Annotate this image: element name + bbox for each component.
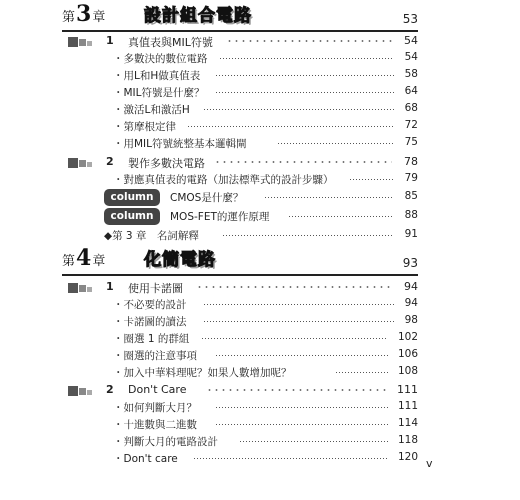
entry-title: ・多數決的數位電路 xyxy=(113,53,208,65)
chapter-number: 第3章 xyxy=(62,1,106,27)
leader-dots xyxy=(222,235,394,236)
leader-dots xyxy=(215,407,388,408)
leader-dots xyxy=(206,389,390,391)
leader-dots xyxy=(203,109,394,110)
leader-dots xyxy=(264,197,394,198)
leader-dots xyxy=(215,75,394,76)
column-entry[interactable] xyxy=(104,190,418,206)
entry-title: MOS-FET的運作原理 xyxy=(170,211,270,223)
section-title: Don't Care xyxy=(128,383,187,396)
toc-entry[interactable] xyxy=(113,417,418,433)
entry-page: 64 xyxy=(404,85,418,97)
entry-page: 68 xyxy=(404,102,418,114)
entry-title: ・對應真值表的電路（加法標準式的設計步驟） xyxy=(113,174,334,186)
entry-title: ・圈選的注意事項 xyxy=(113,350,197,362)
leader-dots xyxy=(219,58,394,59)
page-folio: v xyxy=(426,457,433,470)
entry-page: 85 xyxy=(404,190,418,202)
entry-page: 108 xyxy=(397,365,418,377)
entry-page: 88 xyxy=(404,209,418,221)
entry-title: ・卡諾圖的讀法 xyxy=(113,316,187,328)
section-heading[interactable] xyxy=(68,155,418,171)
leader-dots xyxy=(203,304,394,305)
leader-dots xyxy=(215,92,394,93)
entry-page: 58 xyxy=(404,68,418,80)
toc-entry[interactable] xyxy=(113,102,418,118)
section-marker-icon xyxy=(68,283,94,293)
section-page: 54 xyxy=(404,34,418,47)
leader-dots xyxy=(226,40,392,42)
entry-title: ・第摩根定律 xyxy=(113,121,176,133)
entry-title: ◆第 3 章 名詞解釋 xyxy=(104,230,199,242)
chapter-title: 化簡電路 xyxy=(144,250,216,270)
entry-page: 106 xyxy=(397,348,418,360)
section-page: 94 xyxy=(404,280,418,293)
leader-dots xyxy=(335,372,388,373)
section-heading[interactable] xyxy=(68,383,418,399)
section-marker-icon xyxy=(68,158,94,168)
entry-page: 102 xyxy=(397,331,418,343)
entry-title: ・圈選 1 的群組 xyxy=(113,333,190,345)
section-title: 真值表與MIL符號 xyxy=(128,36,213,49)
leader-dots xyxy=(288,216,394,217)
entry-title: ・十進數與二進數 xyxy=(113,419,197,431)
section-title: 使用卡諾圖 xyxy=(128,282,183,295)
section-number: 1 xyxy=(106,280,114,293)
entry-title: ・用MIL符號統整基本邏輯閘 xyxy=(113,138,247,150)
entry-page: 98 xyxy=(404,314,418,326)
entry-title: ・如何判斷大月？ xyxy=(113,402,197,414)
toc-entry[interactable] xyxy=(113,297,418,313)
chapter-page[interactable]: 53 xyxy=(402,12,418,26)
toc-entry[interactable] xyxy=(113,365,418,381)
entry-page: 75 xyxy=(404,136,418,148)
entry-title: ・判斷大月的電路設計 xyxy=(113,436,218,448)
column-badge: column xyxy=(104,189,160,206)
entry-page: 94 xyxy=(404,297,418,309)
leader-dots xyxy=(215,424,388,425)
leader-dots xyxy=(196,286,392,288)
entry-page: 120 xyxy=(397,451,418,463)
leader-dots xyxy=(201,338,388,339)
leader-dots xyxy=(187,126,394,127)
toc-entry[interactable] xyxy=(113,136,418,152)
toc-entry[interactable] xyxy=(113,172,418,188)
section-heading[interactable] xyxy=(68,34,418,50)
entry-page: 118 xyxy=(397,434,418,446)
entry-title: ・Don't care xyxy=(113,453,178,465)
leader-dots xyxy=(277,143,394,144)
entry-page: 72 xyxy=(404,119,418,131)
glossary-entry[interactable] xyxy=(104,228,418,244)
leader-dots xyxy=(214,161,392,163)
leader-dots xyxy=(349,179,394,180)
toc-entry[interactable] xyxy=(113,68,418,84)
entry-page: 54 xyxy=(404,51,418,63)
chapter-4-header xyxy=(62,244,418,276)
toc-entry[interactable] xyxy=(113,119,418,135)
section-page: 78 xyxy=(404,155,418,168)
leader-dots xyxy=(193,458,388,459)
toc-entry[interactable] xyxy=(113,331,418,347)
chapter-3-header xyxy=(62,0,418,32)
toc-entry[interactable] xyxy=(113,400,418,416)
section-number: 1 xyxy=(106,34,114,47)
entry-title: CMOS是什麼？ xyxy=(170,192,244,204)
toc-entry[interactable] xyxy=(113,451,418,467)
entry-title: ・用L和H做真值表 xyxy=(113,70,201,82)
entry-page: 111 xyxy=(397,400,418,412)
section-number: 2 xyxy=(106,383,114,396)
toc-entry[interactable] xyxy=(113,85,418,101)
chapter-title: 設計組合電路 xyxy=(144,6,252,26)
entry-title: ・不必要的設計 xyxy=(113,299,187,311)
section-marker-icon xyxy=(68,386,94,396)
entry-title: ・加入中華料理呢？如果人數增加呢？ xyxy=(113,367,292,379)
section-heading[interactable] xyxy=(68,280,418,296)
entry-page: 114 xyxy=(397,417,418,429)
toc-entry[interactable] xyxy=(113,348,418,364)
leader-dots xyxy=(239,441,388,442)
chapter-number: 第4章 xyxy=(62,245,106,271)
entry-page: 79 xyxy=(404,172,418,184)
entry-title: ・MIL符號是什麼？ xyxy=(113,87,205,99)
entry-title: ・激活L和激活H xyxy=(113,104,190,116)
toc-entry[interactable] xyxy=(113,51,418,67)
section-title: 製作多數決電路 xyxy=(128,157,205,170)
section-number: 2 xyxy=(106,155,114,168)
leader-dots xyxy=(215,355,388,356)
column-entry[interactable] xyxy=(104,209,418,225)
toc-entry[interactable] xyxy=(113,314,418,330)
section-page: 111 xyxy=(397,383,418,396)
leader-dots xyxy=(203,321,394,322)
column-badge: column xyxy=(104,208,160,225)
section-marker-icon xyxy=(68,37,94,47)
toc-entry[interactable] xyxy=(113,434,418,450)
chapter-page[interactable]: 93 xyxy=(402,256,418,270)
entry-page: 91 xyxy=(404,228,418,240)
